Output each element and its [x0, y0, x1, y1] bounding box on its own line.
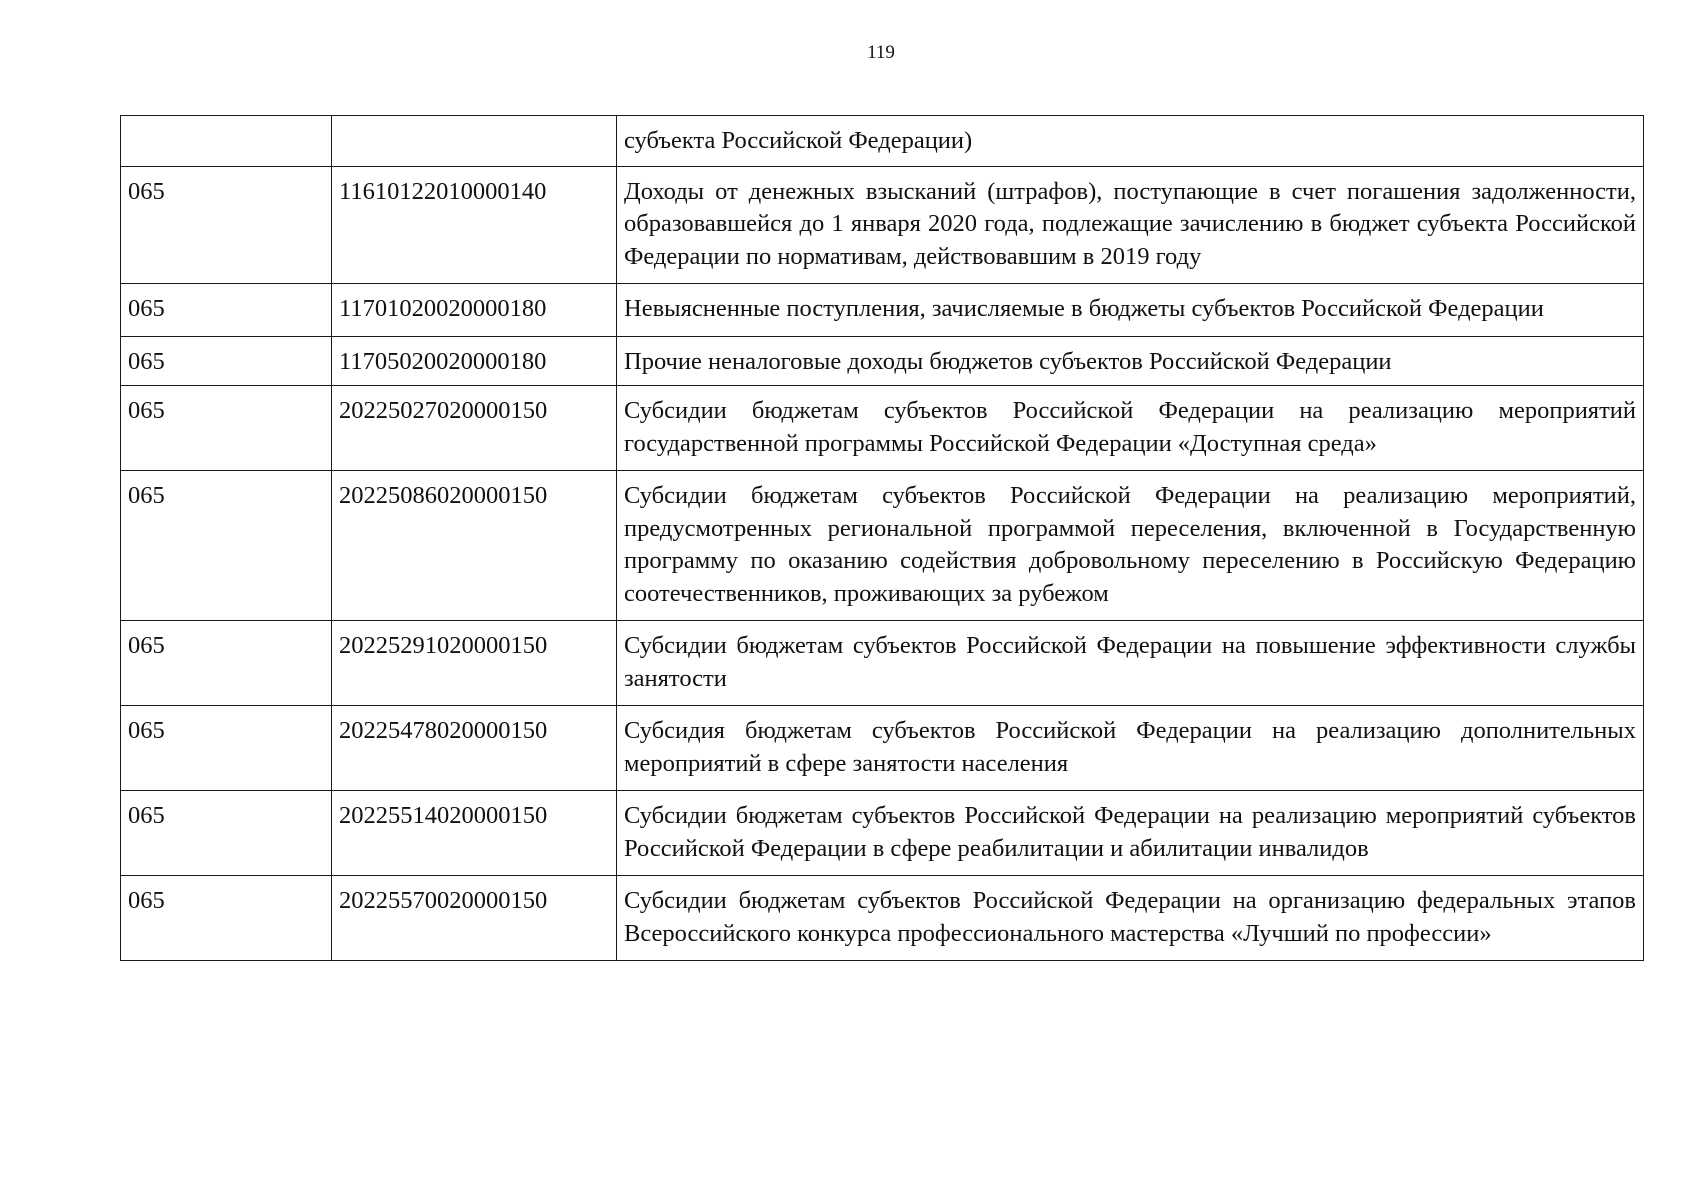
- admin-code-cell: 065: [121, 471, 332, 621]
- table-row: [121, 876, 1644, 961]
- revenue-code-cell: 20225027020000150: [332, 386, 617, 471]
- table-row: [121, 706, 1644, 791]
- description-cell: Доходы от денежных взысканий (штрафов), поступающие в счет погашения задолженности, образовавшейся до 1 января 2020 года, подлежащие зачислению в бюджет субъекта Российской Федерации по нормативам, действовавшим в 2019 году: [617, 166, 1644, 284]
- revenue-code-cell: 20225086020000150: [332, 471, 617, 621]
- admin-code-cell: 065: [121, 284, 332, 337]
- admin-code-cell: 065: [121, 876, 332, 961]
- table-row: [121, 386, 1644, 471]
- revenue-code-cell: 11705020020000180: [332, 336, 617, 386]
- table-row: [121, 791, 1644, 876]
- admin-code-cell: 065: [121, 386, 332, 471]
- table-row: [121, 336, 1644, 386]
- admin-code-cell: 065: [121, 791, 332, 876]
- description-cell: Субсидия бюджетам субъектов Российской Федерации на реализацию дополнительных мероприятий в сфере занятости населения: [617, 706, 1644, 791]
- description-cell: Субсидии бюджетам субъектов Российской Федерации на реализацию мероприятий субъектов Российской Федерации в сфере реабилитации и абилитации инвалидов: [617, 791, 1644, 876]
- admin-code-cell: [121, 116, 332, 167]
- table-row: [121, 116, 1644, 167]
- revenue-code-cell: 11701020020000180: [332, 284, 617, 337]
- description-cell: Субсидии бюджетам субъектов Российской Федерации на реализацию мероприятий, предусмотренных региональной программой переселения, включенной в Государственную программу по оказанию содействия добровольному переселению в Российскую Федерацию соотечественников, проживающих за рубежом: [617, 471, 1644, 621]
- description-cell: Прочие неналоговые доходы бюджетов субъектов Российской Федерации: [617, 336, 1644, 386]
- description-cell: Субсидии бюджетам субъектов Российской Федерации на организацию федеральных этапов Всероссийского конкурса профессионального мастерства «Лучший по профессии»: [617, 876, 1644, 961]
- description-cell: Субсидии бюджетам субъектов Российской Федерации на реализацию мероприятий государственной программы Российской Федерации «Доступная среда»: [617, 386, 1644, 471]
- table-row: [121, 284, 1644, 337]
- revenue-code-cell: [332, 116, 617, 167]
- table-row: [121, 166, 1644, 284]
- description-cell: субъекта Российской Федерации): [617, 116, 1644, 167]
- revenue-code-cell: 20225291020000150: [332, 621, 617, 706]
- revenue-code-cell: 20225570020000150: [332, 876, 617, 961]
- table-row: [121, 471, 1644, 621]
- description-cell: Невыясненные поступления, зачисляемые в бюджеты субъектов Российской Федерации: [617, 284, 1644, 337]
- admin-code-cell: 065: [121, 166, 332, 284]
- revenue-code-cell: 11610122010000140: [332, 166, 617, 284]
- revenue-code-cell: 20225514020000150: [332, 791, 617, 876]
- description-cell: Субсидии бюджетам субъектов Российской Федерации на повышение эффективности службы занятости: [617, 621, 1644, 706]
- revenue-codes-table: [120, 115, 1644, 961]
- page-number: 119: [867, 42, 895, 63]
- table-row: [121, 621, 1644, 706]
- admin-code-cell: 065: [121, 621, 332, 706]
- revenue-code-cell: 20225478020000150: [332, 706, 617, 791]
- admin-code-cell: 065: [121, 706, 332, 791]
- admin-code-cell: 065: [121, 336, 332, 386]
